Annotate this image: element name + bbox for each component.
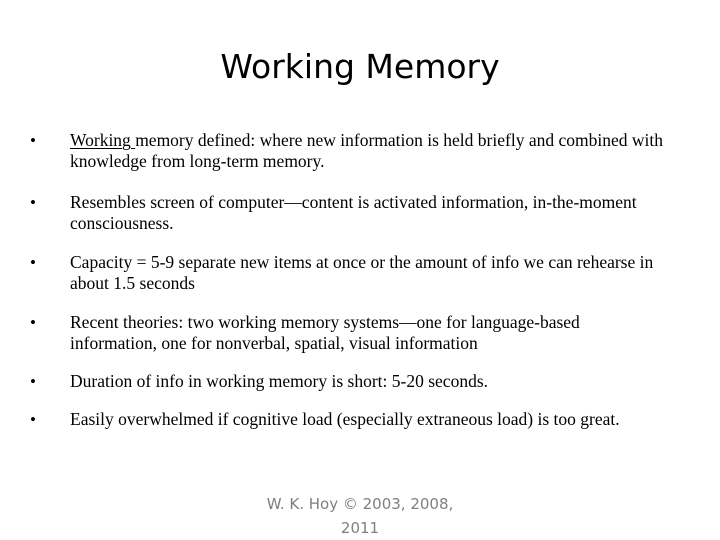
bullet-item-computer-screen <box>30 192 670 234</box>
bullet-text <box>70 130 670 172</box>
bullet-point-icon: • <box>30 313 36 332</box>
bullet-body: Easily overwhelmed if cognitive load (especially extraneous load) is too great. <box>70 409 620 429</box>
bullet-point-icon: • <box>30 131 36 150</box>
bullet-body: memory defined: where new information is held briefly and combined with knowledge from long-term memory. <box>70 130 663 171</box>
footer-copyright: W. K. Hoy © 2003, 2008, 2011 <box>266 495 454 537</box>
slide-title: Working Memory <box>220 47 500 86</box>
bullet-item-cognitive-load <box>30 409 670 430</box>
underlined-term: Working <box>70 130 136 150</box>
bullet-item-duration <box>30 371 670 392</box>
bullet-point-icon: • <box>30 193 36 212</box>
bullet-point-icon: • <box>30 253 36 272</box>
bullet-item-recent-theories <box>30 312 670 354</box>
bullet-item-working-memory-definition <box>30 130 670 172</box>
bullet-body: Duration of info in working memory is short: 5-20 seconds. <box>70 371 489 391</box>
bullet-body: Recent theories: two working memory systems—one for language-based information, one for nonverbal, spatial, visual information <box>70 312 580 353</box>
bullet-point-icon: • <box>30 410 36 429</box>
bullet-item-capacity <box>30 252 670 294</box>
bullet-body: Resembles screen of computer—content is activated information, in-the-moment consciousness. <box>70 192 637 233</box>
bullet-point-icon: • <box>30 372 36 391</box>
bullet-body: Capacity = 5-9 separate new items at once or the amount of info we can rehearse in about 1.5 seconds <box>70 252 654 293</box>
